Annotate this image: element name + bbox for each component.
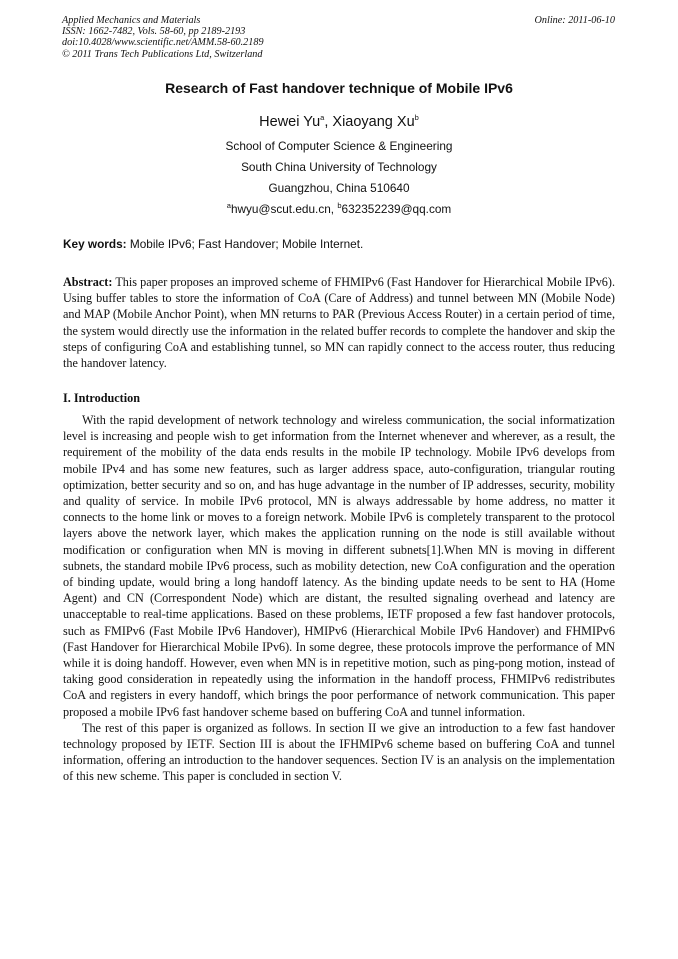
- affiliation-location: Guangzhou, China 510640: [268, 181, 410, 195]
- keywords: [63, 237, 615, 251]
- author-name: Xiaoyang Xu: [332, 114, 415, 130]
- abstract-label: Abstract:: [63, 275, 113, 289]
- author-emails: [0, 202, 678, 216]
- author-line: [0, 114, 678, 130]
- author-separator: ,: [324, 114, 333, 130]
- author-superscript: b: [414, 113, 419, 123]
- paragraph: With the rapid development of network technology and wireless communication, the social informatization level is increasing and people wish to get information from the Internet whenever and wherever, as a result, the requirement of the mobility of the data ends results in the mobile IP technology. Mobile IPv6 develops from mobile IPv4 and has some new features, such as larger address space, auto-configuration, triangular routing optimization, better security and so on, and has huge advantage in the number of IP addresses, security, mobility and quality of service. In mobile IPv6 protocol, MN is always addressable by home address, no matter it connects to the home link or moves to a foreign network. Mobile IPv6 is completely transparent to the protocol layers above the network layer, which makes the application running on the node is still available without modification or configuration when MN is moving in different subnets[1].When MN is moving in different subnets, the standard mobile IPv6 process, such as mobility detection, new CoA configuration and the operation of binding update, would bring a long handoff latency. As the binding update needs to be sent to HA (Home Agent) and CN (Correspondent Node) which are distant, the resulted signaling overhead and latency are unacceptable to real-time applications. Based on these problems, IETF proposed a few fast handover protocols, such as FMIPv6 (Fast Mobile IPv6 Handover), HMIPv6 (Hierarchical Mobile IPv6 Handover) and FHMIPv6 (Fast Handover for Hierarchical Mobile IPv6). In some degree, these protocols improve the performance of MN while it is doing handoff. However, even when MN is in repetitive motion, such as ping-pong motion, instead of taking good consideration in repeatedly using the information in the handoff process, FHMIPv6 redistributes CoA and registers in every handoff, which brings the poor performance of network communication. This paper proposed a mobile IPv6 fast handover scheme based on buffering CoA and tunnel information.: [63, 413, 615, 719]
- affiliation-university: South China University of Technology: [241, 160, 437, 174]
- keywords-text: Mobile IPv6; Fast Handover; Mobile Internet.: [126, 237, 364, 251]
- copyright-line: © 2011 Trans Tech Publications Ltd, Switzerland: [62, 48, 263, 60]
- doi-line: doi:10.4028/www.scientific.net/AMM.58-60.2189: [62, 37, 264, 49]
- author-superscript: a: [320, 113, 325, 123]
- journal-name: Applied Mechanics and Materials: [62, 15, 201, 26]
- author-name: Hewei Yu: [259, 114, 321, 130]
- section-heading-introduction: I. Introduction: [63, 391, 140, 405]
- email-address: 632352239@qq.com: [341, 202, 452, 216]
- keywords-label: Key words:: [63, 237, 127, 251]
- affiliation-school: School of Computer Science & Engineering: [225, 139, 453, 153]
- journal-header: [62, 15, 615, 60]
- paper-title: Research of Fast handover technique of Mobile IPv6: [165, 80, 513, 96]
- issn-line: ISSN: 1662-7482, Vols. 58-60, pp 2189-2193: [62, 26, 246, 38]
- paragraph: The rest of this paper is organized as follows. In section II we give an introduction to a few fast handover technology proposed by IETF. Section III is about the IFHMIPv6 scheme based on buffering CoA and tunnel information, offering an introduction to the handover sequences. Section IV is an analysis on the implementation of this new scheme. This paper is concluded in section V.: [63, 720, 615, 784]
- email-superscript: a: [226, 201, 231, 211]
- abstract-text: This paper proposes an improved scheme of FHMIPv6 (Fast Handover for Hierarchical Mobile IPv6). Using buffer tables to store the information of CoA (Care of Address) and tunnel between MN (Mobile Node) and MAP (Mobile Anchor Point), when MN returns to PAR (Previous Access Router) in a certain period of time, the system would directly use the information in the related buffer records to complete the handover and skip the steps of configuring CoA and establishing tunnel, so MN can rapidly connect to the access router, thus reducing the handover latency.: [63, 275, 615, 371]
- email-superscript: b: [337, 201, 342, 211]
- email-address: hwyu@scut.edu.cn,: [230, 202, 338, 216]
- abstract: [63, 274, 615, 371]
- introduction-body: [63, 412, 615, 785]
- online-date: Online: 2011-06-10: [534, 15, 615, 26]
